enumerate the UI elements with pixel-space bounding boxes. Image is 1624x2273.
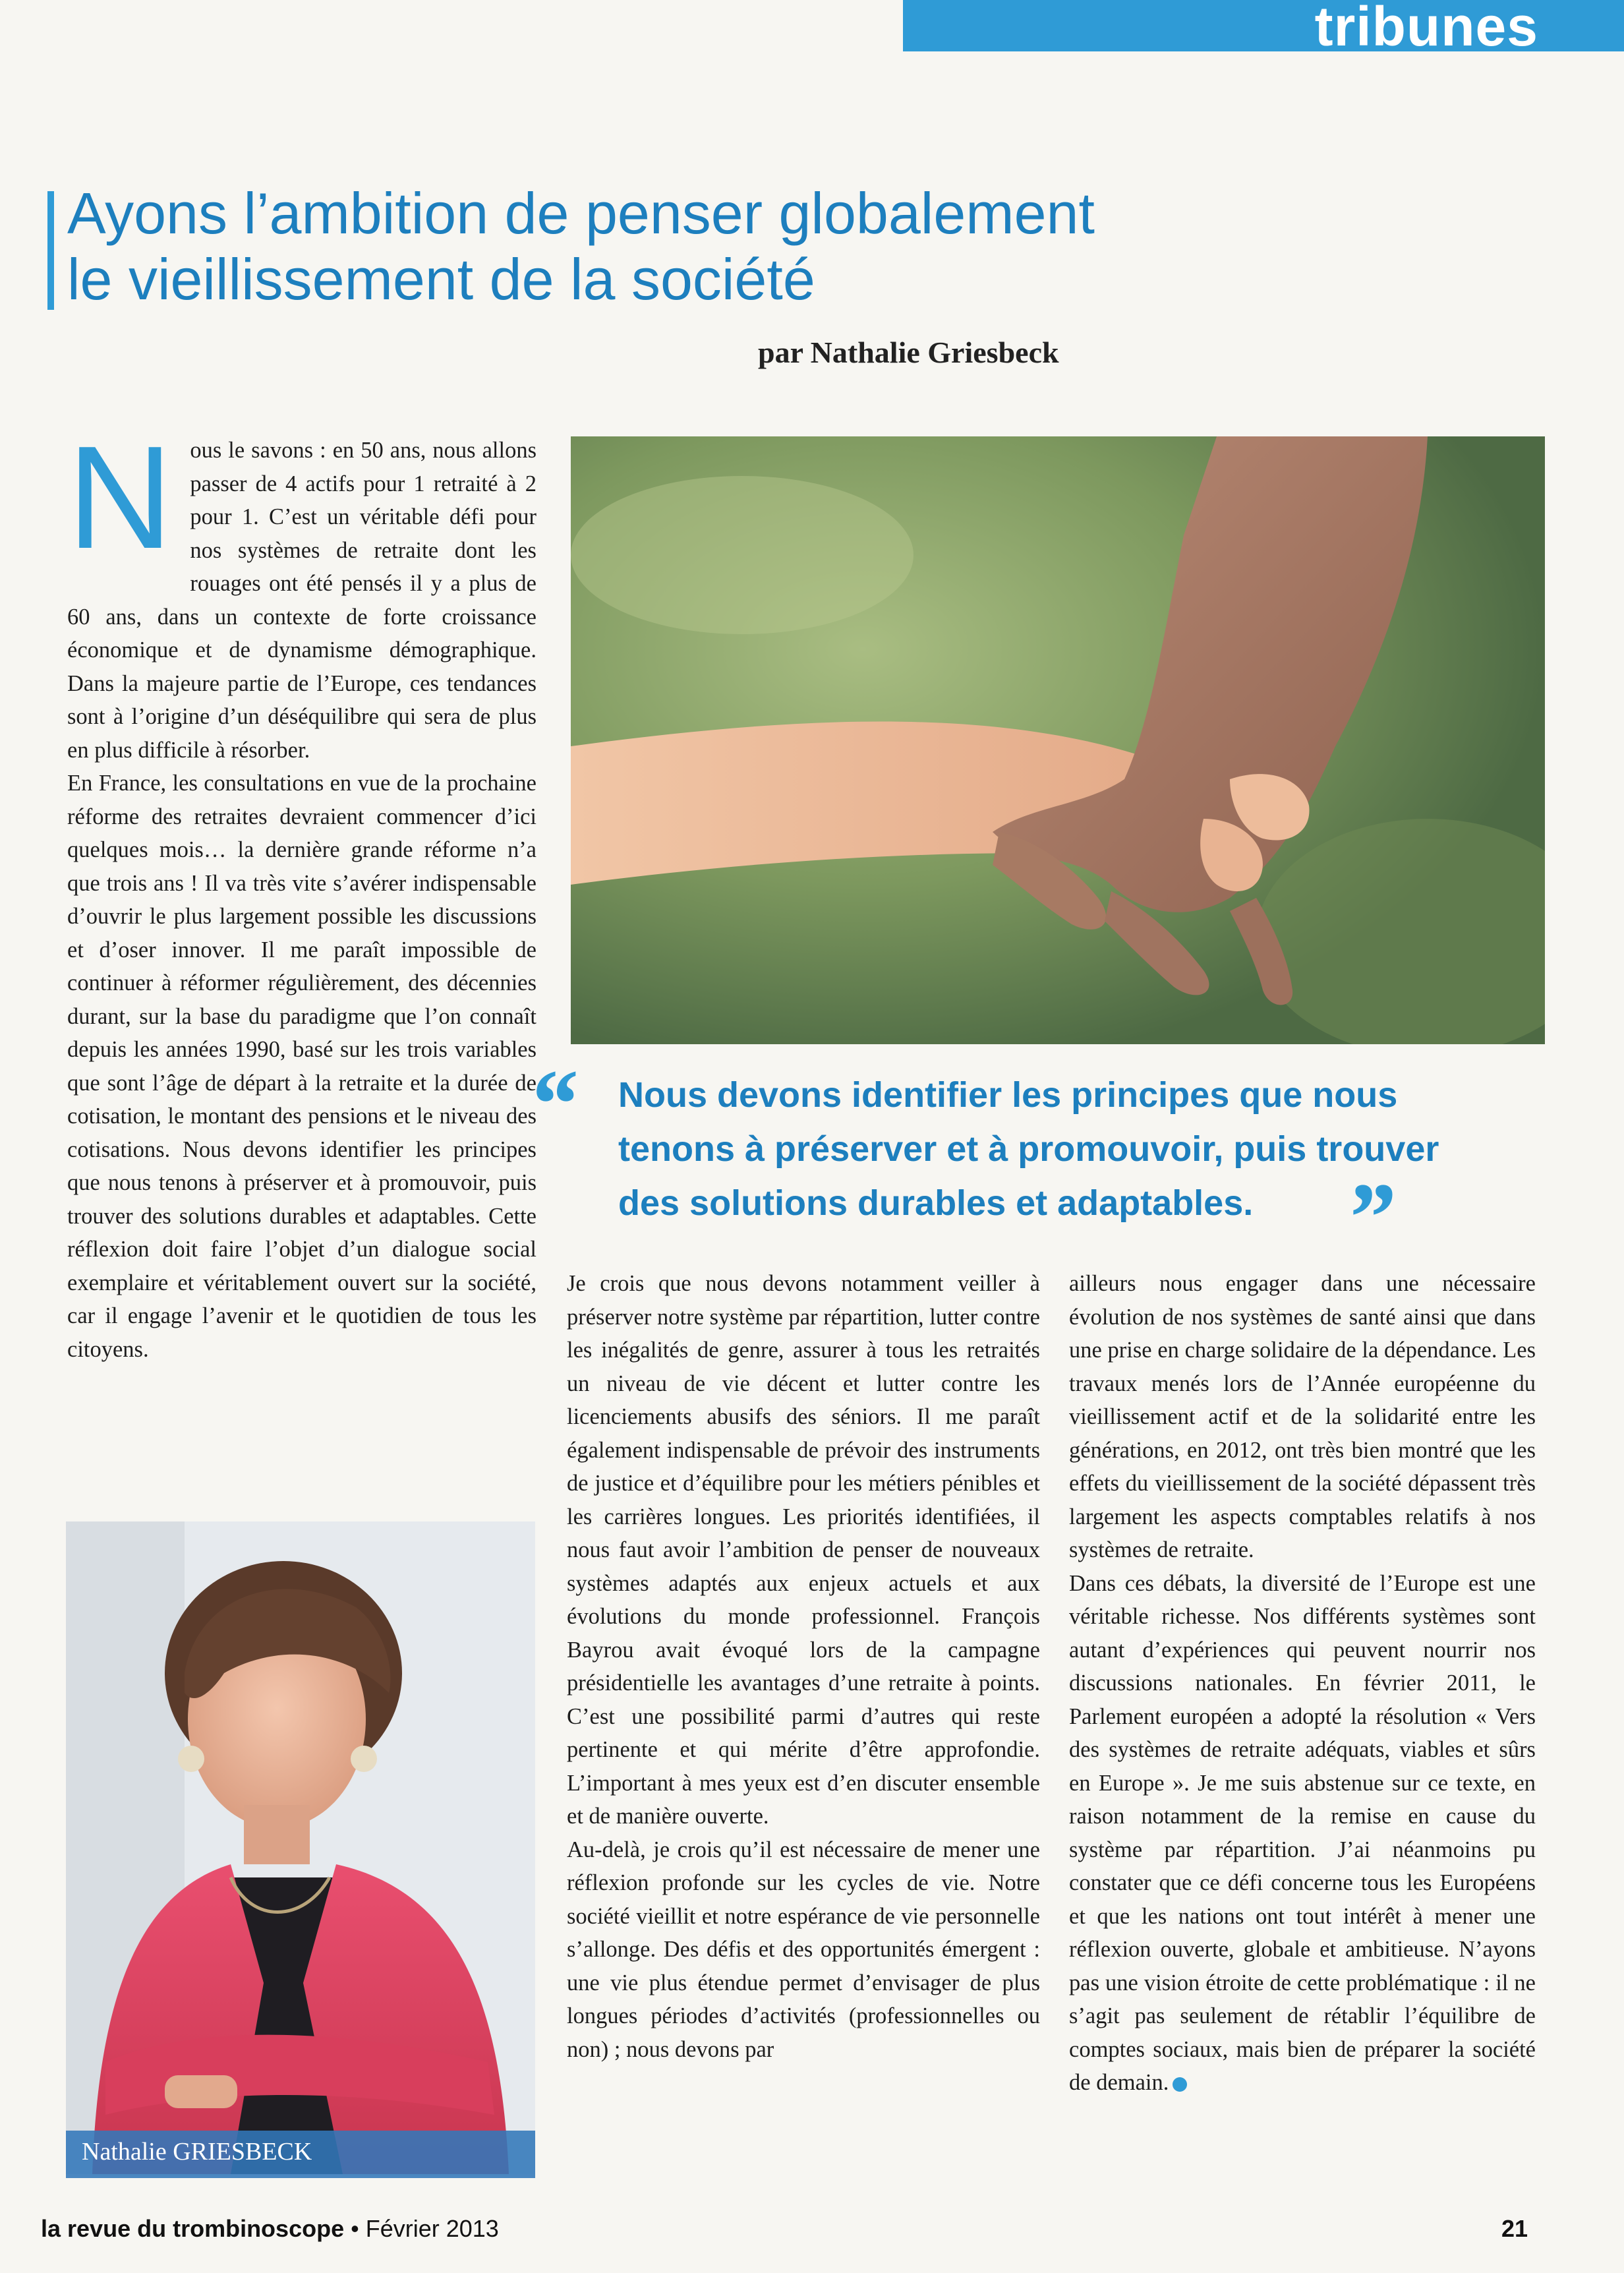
body-column-2	[567, 1267, 1040, 2066]
footer-publication	[41, 2215, 499, 2243]
footer-bullet: •	[351, 2215, 359, 2242]
drop-cap: N	[67, 416, 173, 579]
hand-photo	[571, 436, 1545, 1044]
issue-date: Février 2013	[365, 2215, 499, 2242]
pull-quote	[568, 1068, 1544, 1230]
paragraph: Je crois que nous devons notamment veiller à préserver notre système par répartition, lutter contre les inégalités de genre, assurer à tous les retraités un niveau de vie décent et lutter contre les licenciements abusifs des séniors. Il me paraît également indispensable de prévoir des instruments de justice et d’équilibre pour les métiers pénibles et les carrières longues. Les priorités identifiées, il nous faut avoir l’ambition de penser de nouveaux systèmes adaptés aux enjeux actuels et aux évolutions du monde professionnel. François Bayrou avait évoqué lors de la campagne présidentielle les avantages d’une retraite à points. C’est une possibilité parmi d’autres qui reste pertinente et qui mérite d’être approfondie. L’important à mes yeux est d’en discuter ensemble et de manière ouverte.	[567, 1271, 1040, 1829]
close-quote-icon: ”	[1345, 1163, 1394, 1272]
title-line-2: le vieillissement de la société	[67, 247, 815, 312]
publication-name: la revue du trombinoscope	[41, 2215, 345, 2242]
portrait-photo	[66, 1521, 535, 2174]
pull-quote-line-1: Nous devons identifier les principes que nous	[618, 1075, 1398, 1115]
end-dot-icon	[1173, 2077, 1187, 2092]
paragraph	[1069, 1567, 1536, 2100]
page-number: 21	[1501, 2215, 1528, 2242]
title-line-1: Ayons l’ambition de penser globalement	[67, 181, 1095, 246]
byline: par Nathalie Griesbeck	[758, 336, 1059, 369]
paragraph: ailleurs nous engager dans une nécessaire évolution de nos systèmes de santé ainsi que dans une prise en charge solidaire de la dépendance. Les travaux menés lors de l’Année européenne du vieillissement actif et de la solidarité entre les générations, en 2012, ont très bien montré que les effets du vieillissement de la société dépassent très largement les aspects comptables relatifs à nos systèmes de retraite.	[1069, 1271, 1536, 1562]
paragraph	[67, 416, 536, 767]
portrait-illustration	[66, 1521, 535, 2174]
paragraph: Au-delà, je crois qu’il est nécessaire de mener une réflexion profonde sur les cycles de vie. Notre société vieillit et notre espérance de vie personnelle s’allonge. Des défis et des opportunités émergent : une vie plus étendue permet d’envisager de plus longues périodes d’activités (professionnelles ou non) ; nous devons par	[567, 1837, 1040, 2062]
paragraph-text: ous le savons : en 50 ans, nous allons passer de 4 actifs pour 1 retraité à 2 pour 1. C’est un véritable défi pour nos systèmes de retraite dont les rouages ont été pensés il y a plus de 60 ans, dans un contexte de forte croissance économique et de dynamisme démographique. Dans la majeure partie de l’Europe, ces tendances sont à l’origine d’un déséquilibre qui sera de plus en plus difficile à résorber.	[67, 438, 536, 763]
portrait-caption-text: Nathalie GRIESBECK	[82, 2138, 312, 2166]
article-title	[67, 181, 1201, 312]
pull-quote-line-2: tenons à préserver et à promouvoir, puis trouver	[618, 1129, 1439, 1169]
pull-quote-line-3: des solutions durables et adaptables.	[618, 1183, 1254, 1223]
title-accent-bar	[47, 191, 54, 310]
paragraph: En France, les consultations en vue de la prochaine réforme des retraites devraient commencer d’ici quelques mois… la dernière grande réforme n’a que trois ans ! Il va très vite s’avérer indispensable d’ouvrir le plus largement possible les discussions et d’oser innover. Il me paraît impossible de continuer à réformer régulièrement, des décennies durant, sur la base du paradigme que l’on connaît depuis les années 1990, basé sur les trois variables que sont l’âge de départ à la retraite et la durée de cotisation, le montant des pensions et le niveau des cotisations. Nous devons identifier les principes que nous tenons à préserver et à promouvoir, puis trouver des solutions durables et adaptables. Cette réflexion doit faire l’objet d’un dialogue social exemplaire et véritablement ouvert sur la société, car il engage l’avenir et le quotidien de tous les citoyens.	[67, 771, 536, 1362]
body-column-3	[1069, 1267, 1536, 2100]
hand-photo-illustration	[571, 436, 1545, 1044]
section-band	[903, 0, 1624, 57]
portrait-caption	[66, 2131, 535, 2178]
open-quote-icon: “	[527, 1049, 577, 1159]
paragraph-text: Dans ces débats, la diversité de l’Europe est une véritable richesse. Nos différents systèmes sont autant d’expériences qui peuvent nourrir nos discussions nationales. En février 2011, le Parlement européen a adopté la résolution « Vers des systèmes de retraite adéquats, viables et sûrs en Europe ». Je me suis abstenue sur ce texte, en raison notamment de la remise en cause du système par répartition. J’ai néanmoins pu constater que ce défi concerne tous les Européens et que les nations ont tout intérêt à mener une réflexion ouverte, globale et ambitieuse. N’ayons pas une vision étroite de cette problématique : il ne s’agit pas seulement de rétablir l’équilibre de comptes sociaux, mais bien de préparer la société de demain.	[1069, 1570, 1536, 2095]
body-column-1	[67, 416, 536, 1366]
section-label: tribunes	[1314, 0, 1538, 57]
